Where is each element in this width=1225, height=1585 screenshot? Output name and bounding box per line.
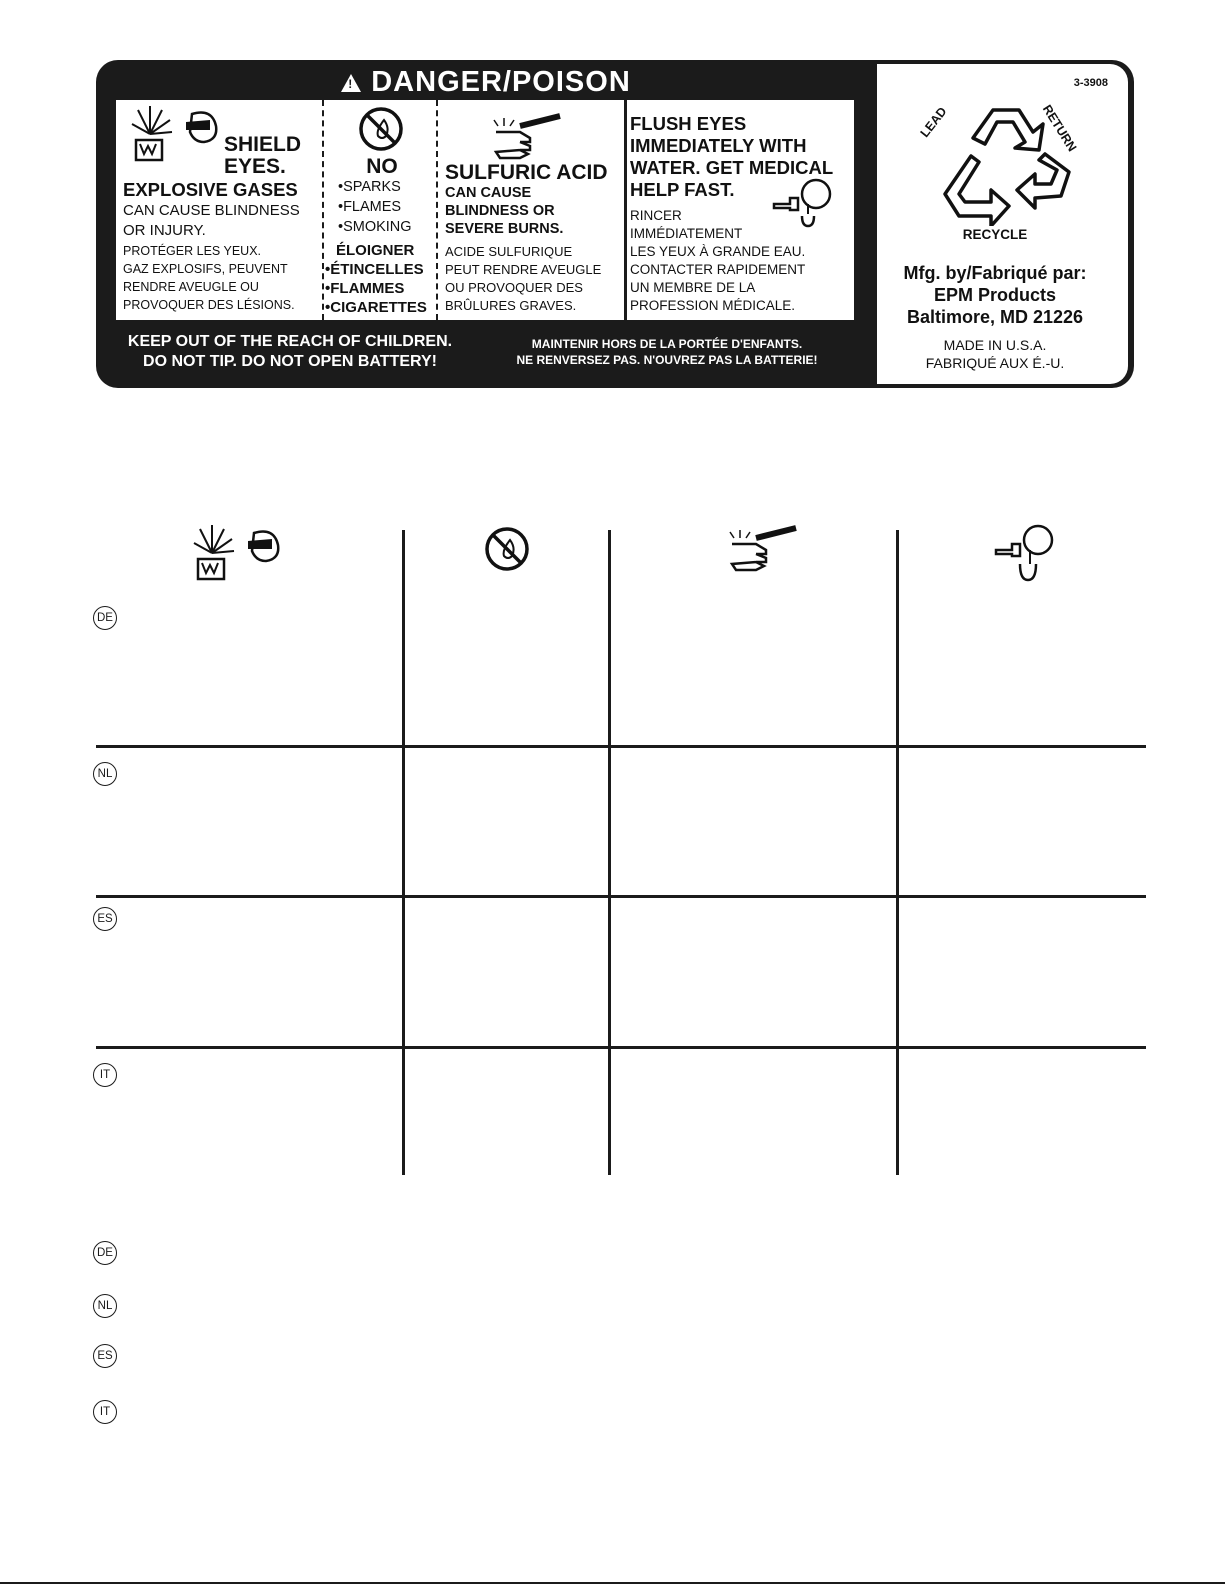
recycle-panel	[877, 64, 1128, 384]
text-line: LES YEUX À GRANDE EAU.	[630, 244, 806, 259]
shield-eyes-column	[116, 100, 322, 320]
text-line: UN MEMBRE DE LA	[630, 280, 756, 295]
text-line: PEUT RENDRE AVEUGLE	[445, 262, 602, 277]
mfg-by-text: Mfg. by/Fabriqué par:	[903, 263, 1087, 283]
fabrique-aux-eu: FABRIQUÉ AUX É.-U.	[925, 355, 1065, 371]
eyes-heading: EYES.	[224, 155, 286, 178]
acid-hand-icon	[726, 524, 800, 572]
text-line: KEEP OUT OF THE REACH OF CHILDREN.	[127, 333, 453, 350]
text-line: BRÛLURES GRAVES.	[445, 298, 577, 313]
text-line: PROTÉGER LES YEUX.	[123, 244, 262, 258]
explosion-goggles-icon	[192, 523, 282, 583]
language-badge-de: DE	[93, 606, 117, 630]
explosive-gases-heading: EXPLOSIVE GASES	[123, 179, 298, 200]
text-line: DO NOT TIP. DO NOT OPEN BATTERY!	[143, 353, 437, 370]
text-line: CONTACTER RAPIDEMENT	[630, 262, 806, 277]
text-line: IMMÉDIATEMENT	[630, 226, 743, 241]
eyewash-faucet-icon	[990, 520, 1060, 584]
keep-out-text-en	[96, 332, 484, 372]
text-line: RINCER	[630, 208, 682, 223]
acid-hand-icon	[490, 112, 564, 160]
list-item: •SMOKING	[338, 219, 412, 235]
table-row-divider	[96, 1046, 1146, 1049]
label-title: !DANGER/POISON	[96, 66, 876, 99]
made-in-usa: MADE IN U.S.A.	[943, 337, 1047, 353]
text-line: CAN CAUSE BLINDNESS	[123, 202, 300, 219]
language-badge-nl: NL	[93, 1294, 117, 1318]
table-row-divider	[96, 745, 1146, 748]
text-line: PROFESSION MÉDICALE.	[630, 298, 796, 313]
keep-out-text-fr	[486, 336, 848, 368]
part-number: 3-3908	[1073, 77, 1108, 89]
shield-heading: SHIELD	[224, 133, 302, 156]
warning-triangle-icon	[341, 74, 361, 92]
table-row-divider	[96, 895, 1146, 898]
return-text: RETURN	[1039, 102, 1080, 155]
no-flame-icon	[484, 526, 530, 572]
text-line: CAN CAUSE	[445, 185, 532, 201]
language-badge-de: DE	[93, 1241, 117, 1265]
warning-label	[96, 60, 1134, 388]
sulfuric-acid-column	[438, 100, 624, 320]
text-line: HELP FAST.	[630, 179, 735, 200]
explosion-goggles-icon	[130, 104, 220, 164]
list-item: •CIGARETTES	[325, 299, 427, 316]
eloigner-heading: ÉLOIGNER	[336, 242, 415, 259]
sulfuric-acid-heading: SULFURIC ACID	[445, 161, 608, 184]
text-line: SEVERE BURNS.	[445, 221, 564, 237]
text-line: ACIDE SULFURIQUE	[445, 244, 573, 259]
list-item: •FLAMES	[338, 199, 402, 215]
text-line: OR INJURY.	[123, 222, 206, 239]
language-badge-it: IT	[93, 1400, 117, 1424]
language-badge-it: IT	[93, 1063, 117, 1087]
text-line: GAZ EXPLOSIFS, PEUVENT	[123, 262, 288, 276]
text-line: WATER. GET MEDICAL	[630, 157, 834, 178]
text-line: IMMEDIATELY WITH	[630, 135, 807, 156]
language-badge-nl: NL	[93, 762, 117, 786]
language-badge-es: ES	[93, 907, 117, 931]
text-line: OU PROVOQUER DES	[445, 280, 583, 295]
text-line: PROVOQUER DES LÉSIONS.	[123, 298, 295, 312]
list-item: •SPARKS	[338, 179, 401, 195]
flush-eyes-column	[626, 100, 854, 320]
recycle-text: RECYCLE	[962, 227, 1028, 242]
list-item: •ÉTINCELLES	[325, 261, 424, 278]
text-line: MAINTENIR HORS DE LA PORTÉE D'ENFANTS.	[531, 337, 803, 351]
text-line: NE RENVERSEZ PAS. N'OUVREZ PAS LA BATTERIE!	[516, 353, 818, 367]
warning-panel	[116, 100, 854, 320]
list-item: •FLAMMES	[325, 280, 405, 297]
no-heading: NO	[366, 155, 398, 178]
lead-text: LEAD	[917, 104, 950, 140]
text-line: BLINDNESS OR	[445, 203, 555, 219]
text-line: RENDRE AVEUGLE OU	[123, 280, 259, 294]
language-badge-es: ES	[93, 1344, 117, 1368]
company-name: EPM Products	[933, 285, 1057, 305]
no-sparks-column	[322, 100, 438, 320]
eyewash-faucet-icon	[768, 174, 838, 232]
company-address: Baltimore, MD 21226	[906, 307, 1084, 327]
no-flame-icon	[358, 106, 404, 152]
text-line: FLUSH EYES	[630, 113, 747, 134]
table-column-divider	[896, 530, 899, 1175]
table-column-divider	[402, 530, 405, 1175]
table-column-divider	[608, 530, 611, 1175]
page-bottom-rule	[0, 1582, 1225, 1584]
